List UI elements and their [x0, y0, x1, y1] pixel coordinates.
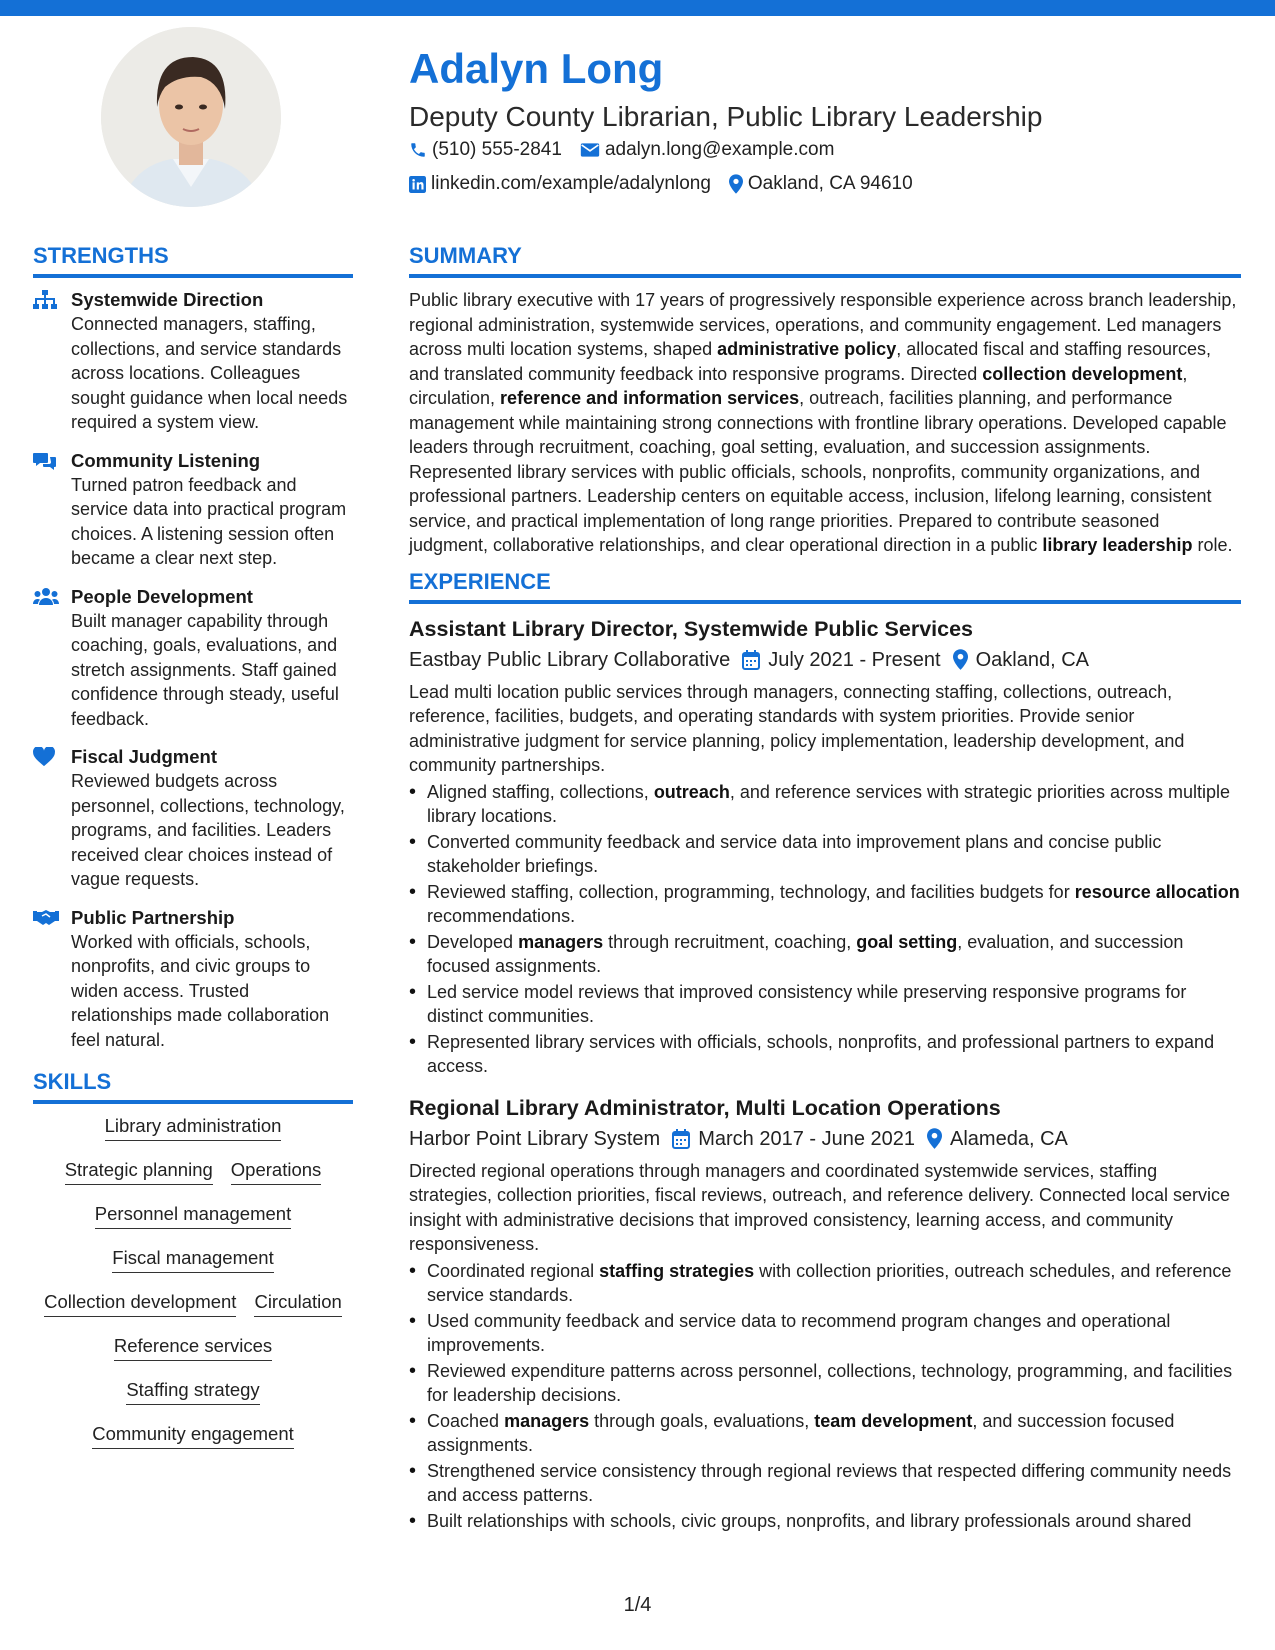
org-chart-icon: [33, 290, 57, 310]
strength-title: People Development: [71, 585, 253, 607]
job-entry: [409, 614, 1241, 1079]
job-location: Alameda, CA: [950, 1127, 1068, 1150]
strength-item: [33, 745, 353, 892]
envelope-icon: [580, 142, 600, 158]
job-bullet: • Reviewed expenditure patterns across personnel, collections, technology, programming, and facilities for leadership decisions.: [409, 1359, 1241, 1408]
strength-title: Systemwide Direction: [71, 289, 264, 310]
skill-tag: Reference services: [114, 1334, 272, 1361]
skill-tag: Fiscal management: [112, 1246, 273, 1273]
phone-text: (510) 555-2841: [432, 139, 562, 160]
strength-description: Connected managers, staffing, collections, and service standards across locations. Colleagues sought guidance when local needs required a system view.: [71, 314, 348, 432]
handshake-icon: [33, 908, 59, 926]
strength-title: Fiscal Judgment: [71, 746, 217, 767]
strength-title: Public Partnership: [71, 906, 235, 928]
users-icon: [33, 587, 59, 607]
strength-item: [33, 288, 353, 435]
strength-title: Community Listening: [71, 449, 261, 471]
skills-list: [33, 1114, 353, 1466]
skill-tag: Personnel management: [95, 1202, 291, 1229]
profile-photo: [101, 27, 281, 207]
job-bullets: [409, 1259, 1241, 1534]
email-item[interactable]: [580, 139, 834, 161]
job-bullets: [409, 780, 1241, 1079]
job-location: Oakland, CA: [975, 648, 1089, 671]
right-column: [409, 240, 1241, 1547]
strength-item: [33, 585, 353, 732]
linkedin-icon: [409, 176, 426, 193]
profile-photo-image: [101, 27, 281, 207]
strength-item: [33, 449, 353, 571]
job-bullet: • Reviewed staffing, collection, programming, technology, and facilities budgets for resource allocation recommendations.: [409, 880, 1241, 929]
job-title: Regional Library Administrator, Multi Location Operations: [409, 1095, 1001, 1120]
job-bullet: • Strengthened service consistency through regional reviews that respected differing community needs and access patterns.: [409, 1459, 1241, 1508]
skill-tag: Circulation: [254, 1290, 341, 1317]
job-dates: March 2017 - June 2021: [698, 1127, 916, 1150]
location-item: [729, 173, 913, 195]
strength-description: Worked with officials, schools, nonprofits, and civic groups to widen access. Trusted relationships made collaboration feel natural.: [71, 931, 330, 1050]
job-description: Lead multi location public services through managers, connecting staffing, collections, outreach, reference, facilities, budgets, and operating standards with system priorities. Provide senior administrative judgment for service planning, policy implementation, leadership development, and community partnerships.: [409, 681, 1185, 775]
top-accent-bar: [0, 0, 1275, 16]
job-bullet: • Coordinated regional staffing strategies with collection priorities, outreach schedules, and reference service standards.: [409, 1259, 1241, 1308]
heart-icon: [33, 747, 55, 767]
job-bullet: • Used community feedback and service data to recommend program changes and operational improvements.: [409, 1309, 1241, 1358]
skill-tag: Collection development: [44, 1290, 236, 1317]
strength-description: Built manager capability through coaching, goals, evaluations, and stretch assignments. Staff gained confidence through steady, useful feedback.: [71, 610, 339, 729]
job-bullet: • Built relationships with schools, civic groups, nonprofits, and library professionals around shared: [409, 1509, 1241, 1534]
skills-heading: SKILLS: [33, 1066, 353, 1104]
contact-row-2: [409, 168, 1239, 200]
job-entry: [409, 1093, 1241, 1534]
job-title: Assistant Library Director, Systemwide Public Services: [409, 616, 974, 641]
skill-tag: Operations: [231, 1158, 322, 1185]
job-bullet: • Developed managers through recruitment, coaching, goal setting, evaluation, and succession focused assignments.: [409, 930, 1241, 979]
candidate-name: Adalyn Long: [409, 45, 664, 92]
skill-tag: Staffing strategy: [126, 1378, 259, 1405]
email-text[interactable]: adalyn.long@example.com: [604, 139, 835, 160]
job-organization: Eastbay Public Library Collaborative: [409, 648, 731, 671]
map-pin-icon: [729, 174, 743, 194]
phone-item: [409, 139, 562, 161]
job-meta: [409, 644, 1241, 676]
linkedin-item[interactable]: [409, 173, 711, 195]
contact-row-1: [409, 134, 1239, 166]
header: [409, 40, 1239, 200]
strength-item: [33, 906, 353, 1053]
skill-tag: Library administration: [105, 1114, 282, 1141]
map-pin-icon: [927, 1128, 942, 1149]
job-bullet: • Represented library services with officials, schools, nonprofits, and professional partners to expand access.: [409, 1030, 1241, 1079]
linkedin-text[interactable]: linkedin.com/example/adalynlong: [431, 173, 711, 194]
experience-heading: EXPERIENCE: [409, 566, 1241, 604]
job-organization: Harbor Point Library System: [409, 1127, 661, 1150]
left-column: [33, 240, 353, 1466]
job-bullet: • Converted community feedback and service data into improvement plans and concise public stakeholder briefings.: [409, 830, 1241, 879]
skill-tag: Strategic planning: [65, 1158, 213, 1185]
strength-description: Turned patron feedback and service data into practical program choices. A listening session often became a clear next step.: [71, 474, 347, 568]
skill-tag: Community engagement: [92, 1422, 294, 1449]
map-pin-icon: [953, 649, 968, 670]
calendar-icon: [742, 650, 760, 670]
strengths-heading: STRENGTHS: [33, 240, 353, 278]
calendar-icon: [672, 1129, 690, 1149]
job-bullet: • Led service model reviews that improved consistency while preserving responsive programs for distinct communities.: [409, 980, 1241, 1029]
job-description: Directed regional operations through managers and coordinated systemwide services, staffing strategies, collection priorities, fiscal reviews, outreach, and reference delivery. Connected local service insight with administrative decisions that improved consistency, learning access, and community responsiveness.: [409, 1160, 1231, 1254]
job-bullet: • Aligned staffing, collections, outreach, and reference services with strategic priorities across multiple library locations.: [409, 780, 1241, 829]
location-text: Oakland, CA 94610: [747, 173, 913, 194]
candidate-title: Deputy County Librarian, Public Library Leadership: [409, 101, 1043, 132]
summary-text: Public library executive with 17 years of progressively responsible experience across branch leadership, regional administration, systemwide services, operations, and community engagement. Led managers across multi location systems, shaped administrative policy, allocated fiscal and staffing resources, and translated community feedback into responsive programs. Directed collection development, circulation, reference and information services, outreach, facilities planning, and performance management while maintaining strong connections with frontline library operations. Developed capable leaders through recruitment, coaching, goal setting, evaluation, and succession assignments. Represented library services with public officials, schools, nonprofits, community organizations, and professional partners. Leadership centers on equitable access, inclusion, lifelong learning, consistent service, and practical implementation of long range priorities. Prepared to contribute seasoned judgment, collaborative relationships, and clear operational direction in a public library leadership role.: [409, 290, 1237, 555]
page-number: 1/4: [623, 1594, 652, 1616]
strength-description: Reviewed budgets across personnel, collections, technology, programs, and facilities. Leaders received clear choices instead of vague requests.: [71, 771, 345, 889]
job-meta: [409, 1123, 1241, 1155]
job-dates: July 2021 - Present: [768, 648, 941, 671]
summary-heading: SUMMARY: [409, 240, 1241, 278]
phone-icon: [409, 141, 427, 159]
job-bullet: • Coached managers through goals, evaluations, team development, and succession focused assignments.: [409, 1409, 1241, 1458]
chat-bubbles-icon: [33, 451, 57, 471]
